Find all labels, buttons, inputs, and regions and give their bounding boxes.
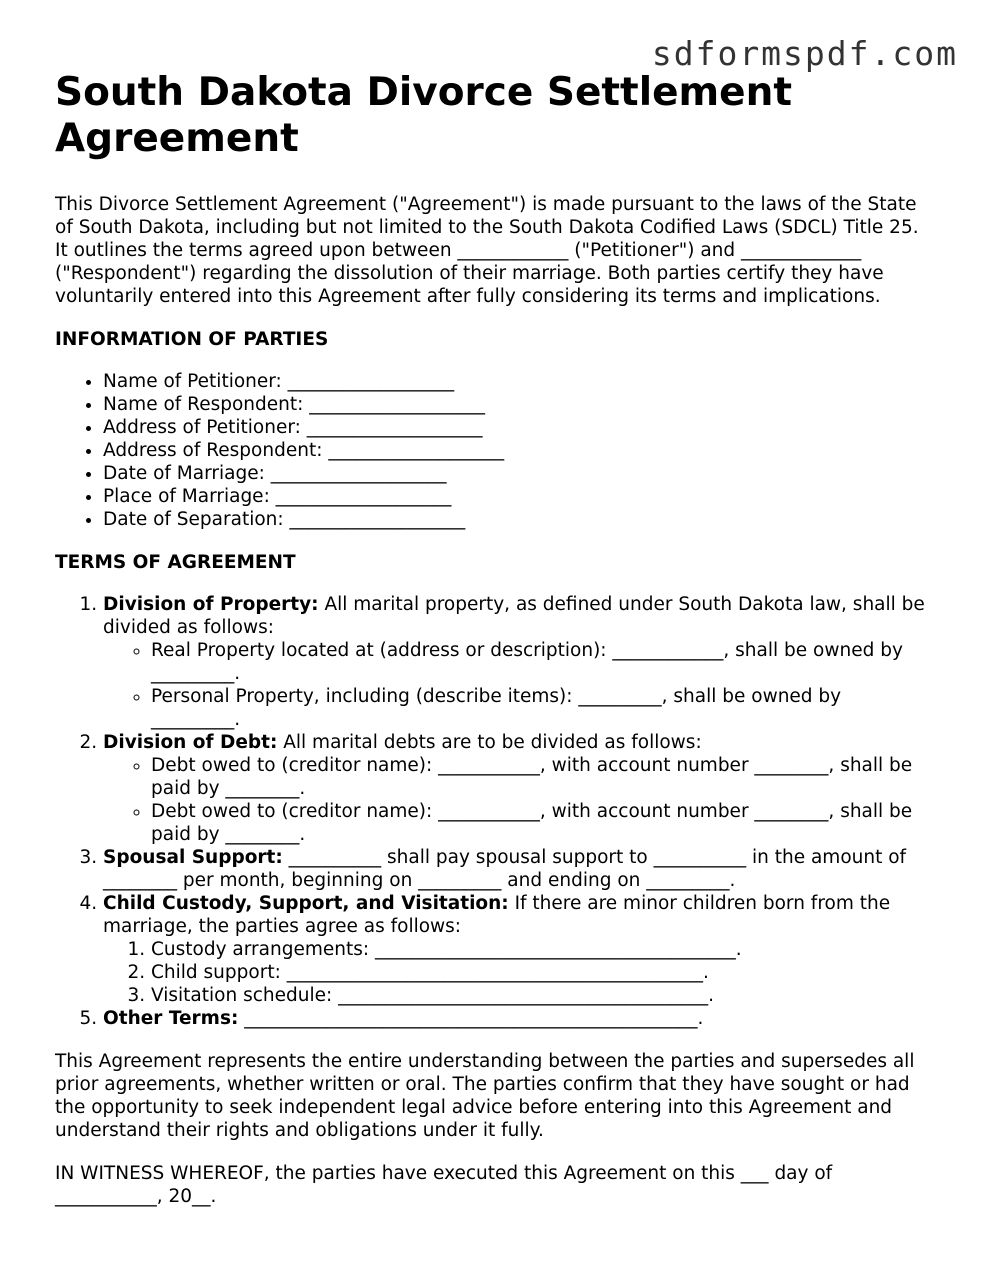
term-division-of-property (103, 593, 935, 731)
term-spousal-support (103, 846, 935, 892)
term-label: Other Terms: (103, 1008, 239, 1029)
term-text: All marital property, as defined under South Dakota law, shall be divided as follows: (103, 594, 925, 638)
term-label: Spousal Support: (103, 847, 283, 868)
witness-paragraph: IN WITNESS WHEREOF, the parties have executed this Agreement on this ___ day of ___________, 20__. (55, 1163, 833, 1207)
property-sublist (103, 639, 935, 731)
term-other-terms (103, 1007, 935, 1030)
document-title: South Dakota Divorce Settlement Agreement (55, 70, 793, 161)
debt-item: ◦ Debt owed to (creditor name): ___________, with account number ________, shall be paid by ________. (151, 800, 935, 846)
intro-paragraph: This Divorce Settlement Agreement ("Agreement") is made pursuant to the laws of the State of South Dakota, including but not limited to the South Dakota Codified Laws (SDCL) Title 25. It outlines the terms agreed upon between ____________ ("Petitioner") and _____________ ("Respondent") regarding the dissolution of their marriage. Both parties certify they have voluntarily entered into this Agreement after fully considering its terms and implications. (55, 194, 919, 307)
property-personal: ◦ Personal Property, including (describe items): _________, shall be owned by _________. (151, 685, 935, 731)
parties-list (55, 370, 935, 531)
closing-paragraph: This Agreement represents the entire understanding between the parties and supersedes all prior agreements, whether written or oral. The parties confirm that they have sought or had the opportunity to seek independent legal advice before entering into this Agreement and understand their rights and obligations under it fully. (55, 1051, 915, 1141)
party-field-separation-date: • Date of Separation: ___________________ (103, 508, 935, 531)
party-field-respondent-address: • Address of Respondent: ___________________ (103, 439, 935, 462)
party-field-petitioner-name: • Name of Petitioner: __________________ (103, 370, 935, 393)
child-custody-arrangements: 1. Custody arrangements: _______________________________________. (151, 938, 935, 961)
term-label: Child Custody, Support, and Visitation: (103, 893, 509, 914)
property-real: ◦ Real Property located at (address or description): ____________, shall be owned by _________. (151, 639, 935, 685)
term-text: All marital debts are to be divided as follows: (277, 732, 702, 753)
party-field-respondent-name: • Name of Respondent: ___________________ (103, 393, 935, 416)
term-text: _________________________________________________. (238, 1008, 704, 1029)
party-field-marriage-date: • Date of Marriage: ___________________ (103, 462, 935, 485)
child-support: 2. Child support: _____________________________________________. (151, 961, 935, 984)
term-label: Division of Debt: (103, 732, 278, 753)
parties-heading: INFORMATION OF PARTIES (55, 329, 329, 350)
debt-item: ◦ Debt owed to (creditor name): ___________, with account number ________, shall be paid by ________. (151, 754, 935, 800)
terms-heading: TERMS OF AGREEMENT (55, 552, 296, 573)
document-page (55, 70, 935, 1208)
term-text: If there are minor children born from the marriage, the parties agree as follows: (103, 893, 891, 937)
party-field-marriage-place: • Place of Marriage: ___________________ (103, 485, 935, 508)
party-field-petitioner-address: • Address of Petitioner: ___________________ (103, 416, 935, 439)
terms-list (55, 593, 935, 1030)
term-label: Division of Property: (103, 594, 319, 615)
child-sublist (103, 938, 935, 1007)
term-text: __________ shall pay spousal support to __________ in the amount of ________ per month, beginning on _________ and ending on _________. (103, 847, 907, 891)
watermark: sdformspdf.com (651, 34, 958, 73)
debt-sublist (103, 754, 935, 846)
term-child-custody (103, 892, 935, 1007)
term-division-of-debt (103, 731, 935, 846)
child-visitation-schedule: 3. Visitation schedule: ________________________________________. (151, 984, 935, 1007)
